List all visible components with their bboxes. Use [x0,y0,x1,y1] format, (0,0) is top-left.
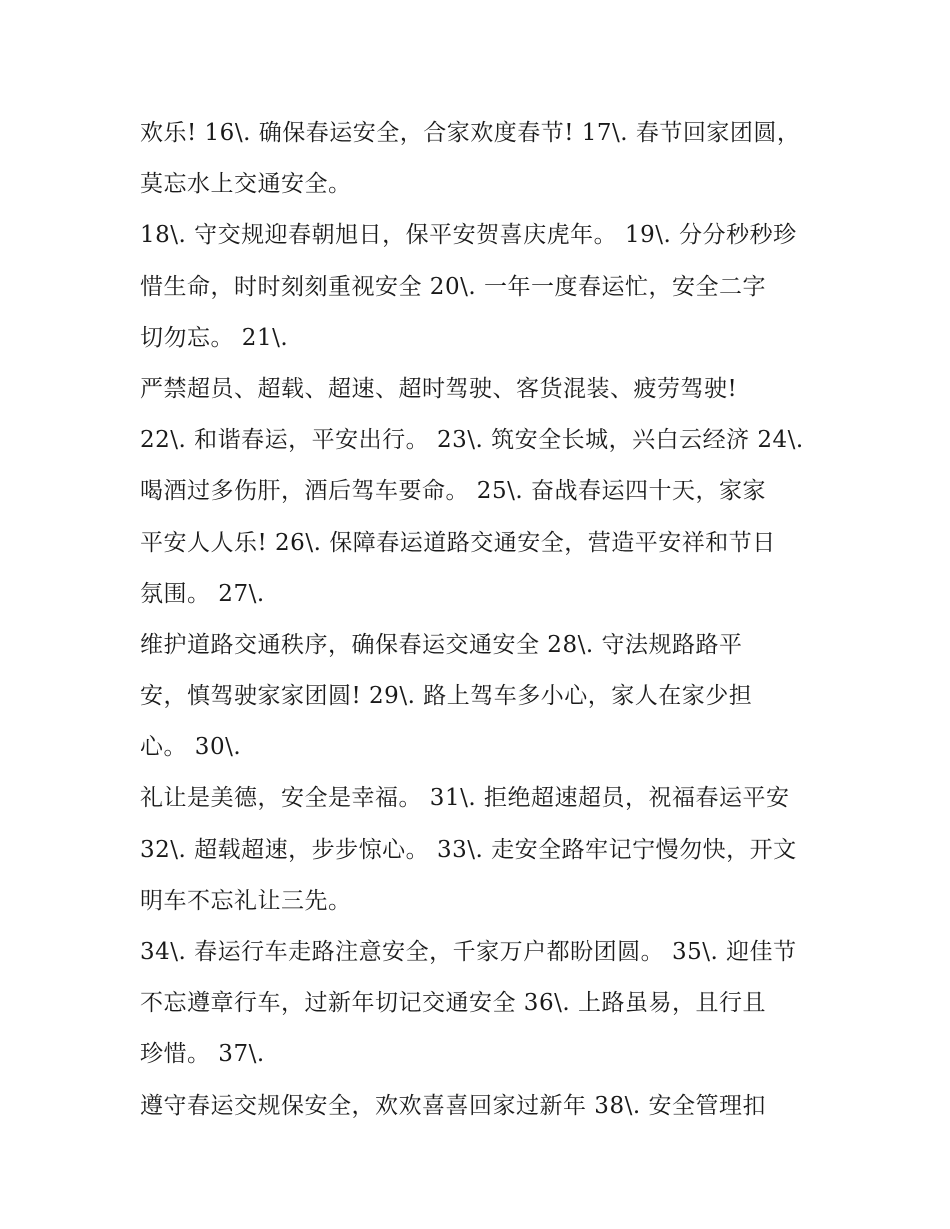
text-line: 明车不忘礼让三先。 [140,887,352,914]
text-line: 不忘遵章行车，过新年切记交通安全 36\. 上路虽易，且行且 [140,990,766,1017]
text-line: 礼让是美德，安全是幸福。 31\. 拒绝超速超员，祝福春运平安 [140,785,790,812]
text-line: 平安人人乐! 26\. 保障春运道路交通安全，营造平安祥和节日 [140,529,776,556]
text-line: 34\. 春运行车走路注意安全，千家万户都盼团圆。 35\. 迎佳节 [140,939,797,965]
text-line: 32\. 超载超速，步步惊心。 33\. 走安全路牢记宁慢勿快，开文 [140,836,797,863]
text-line: 珍惜。 37\. [140,1041,265,1068]
text-line: 18\. 守交规迎春朝旭日，保平安贺喜庆虎年。 19\. 分分秒秒珍 [140,222,797,249]
text-line: 氛围。 27\. [140,580,265,607]
text-line: 切勿忘。 21\. [140,324,289,351]
text-line: 心。 30\. [140,734,242,761]
text-line: 喝酒过多伤肝，酒后驾车要命。 25\. 奋战春运四十天，家家 [140,478,766,505]
text-line: 维护道路交通秩序，确保春运交通安全 28\. 守法规路路平 [140,631,743,658]
text-line: 遵守春运交规保安全，欢欢喜喜回家过新年 38\. 安全管理扣 [140,1092,766,1119]
text-line: 欢乐! 16\. 确保春运安全，合家欢度春节! 17\. 春节回家团圆， [140,120,801,146]
text-line: 严禁超员、超载、超速、超时驾驶、客货混装、疲劳驾驶! [140,375,738,402]
text-line: 莫忘水上交通安全。 [140,171,352,198]
text-line: 安，慎驾驶家家团圆! 29\. 路上驾车多小心，家人在家少担 [140,683,753,710]
text-line: 惜生命，时时刻刻重视安全 20\. 一年一度春运忙，安全二字 [140,273,766,300]
text-line: 22\. 和谐春运，平安出行。 23\. 筑安全长城，兴白云经济 24\. [140,427,804,454]
document-body [140,108,830,1132]
